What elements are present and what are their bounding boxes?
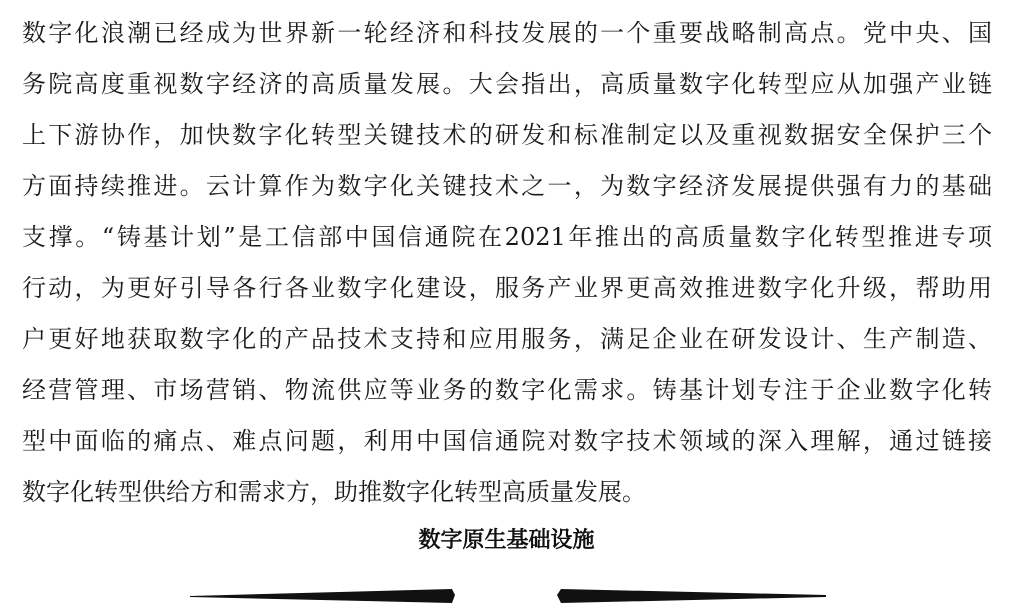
section-title: 数字原生基础设施 — [418, 528, 595, 553]
paragraph-line: 支撑。“铸基计划”是工信部中国信通院在2021年推出的高质量数字化转型推进专项 — [22, 223, 992, 251]
paragraph-line: 方面持续推进。云计算作为数字化关键技术之一，为数字经济发展提供强有力的基础 — [22, 172, 992, 200]
divider-left-wedge — [190, 589, 455, 603]
paragraph-line: 型中面临的痛点、难点问题，利用中国信通院对数字技术领域的深入理解，通过链接 — [22, 427, 992, 455]
divider-right-wedge — [557, 589, 826, 603]
article-body — [22, 8, 992, 518]
paragraph-line: 上下游协作，加快数字化转型关键技术的研发和标准制定以及重视数据安全保护三个 — [22, 121, 992, 149]
paragraph-line: 经营管理、市场营销、物流供应等业务的数字化需求。铸基计划专注于企业数字化转 — [22, 376, 992, 404]
paragraph-line: 务院高度重视数字经济的高质量发展。大会指出，高质量数字化转型应从加强产业链 — [22, 70, 992, 98]
paragraph-line-last: 数字化转型供给方和需求方，助推数字化转型高质量发展。 — [22, 478, 646, 506]
paragraph-line: 数字化浪潮已经成为世界新一轮经济和科技发展的一个重要战略制高点。党中央、国 — [22, 19, 992, 47]
paragraph-line: 行动，为更好引导各行各业数字化建设，服务产业界更高效推进数字化升级，帮助用 — [22, 274, 992, 302]
section-divider — [0, 580, 1013, 609]
paragraph-line: 户更好地获取数字化的产品技术支持和应用服务，满足企业在研发设计、生产制造、 — [22, 325, 992, 353]
